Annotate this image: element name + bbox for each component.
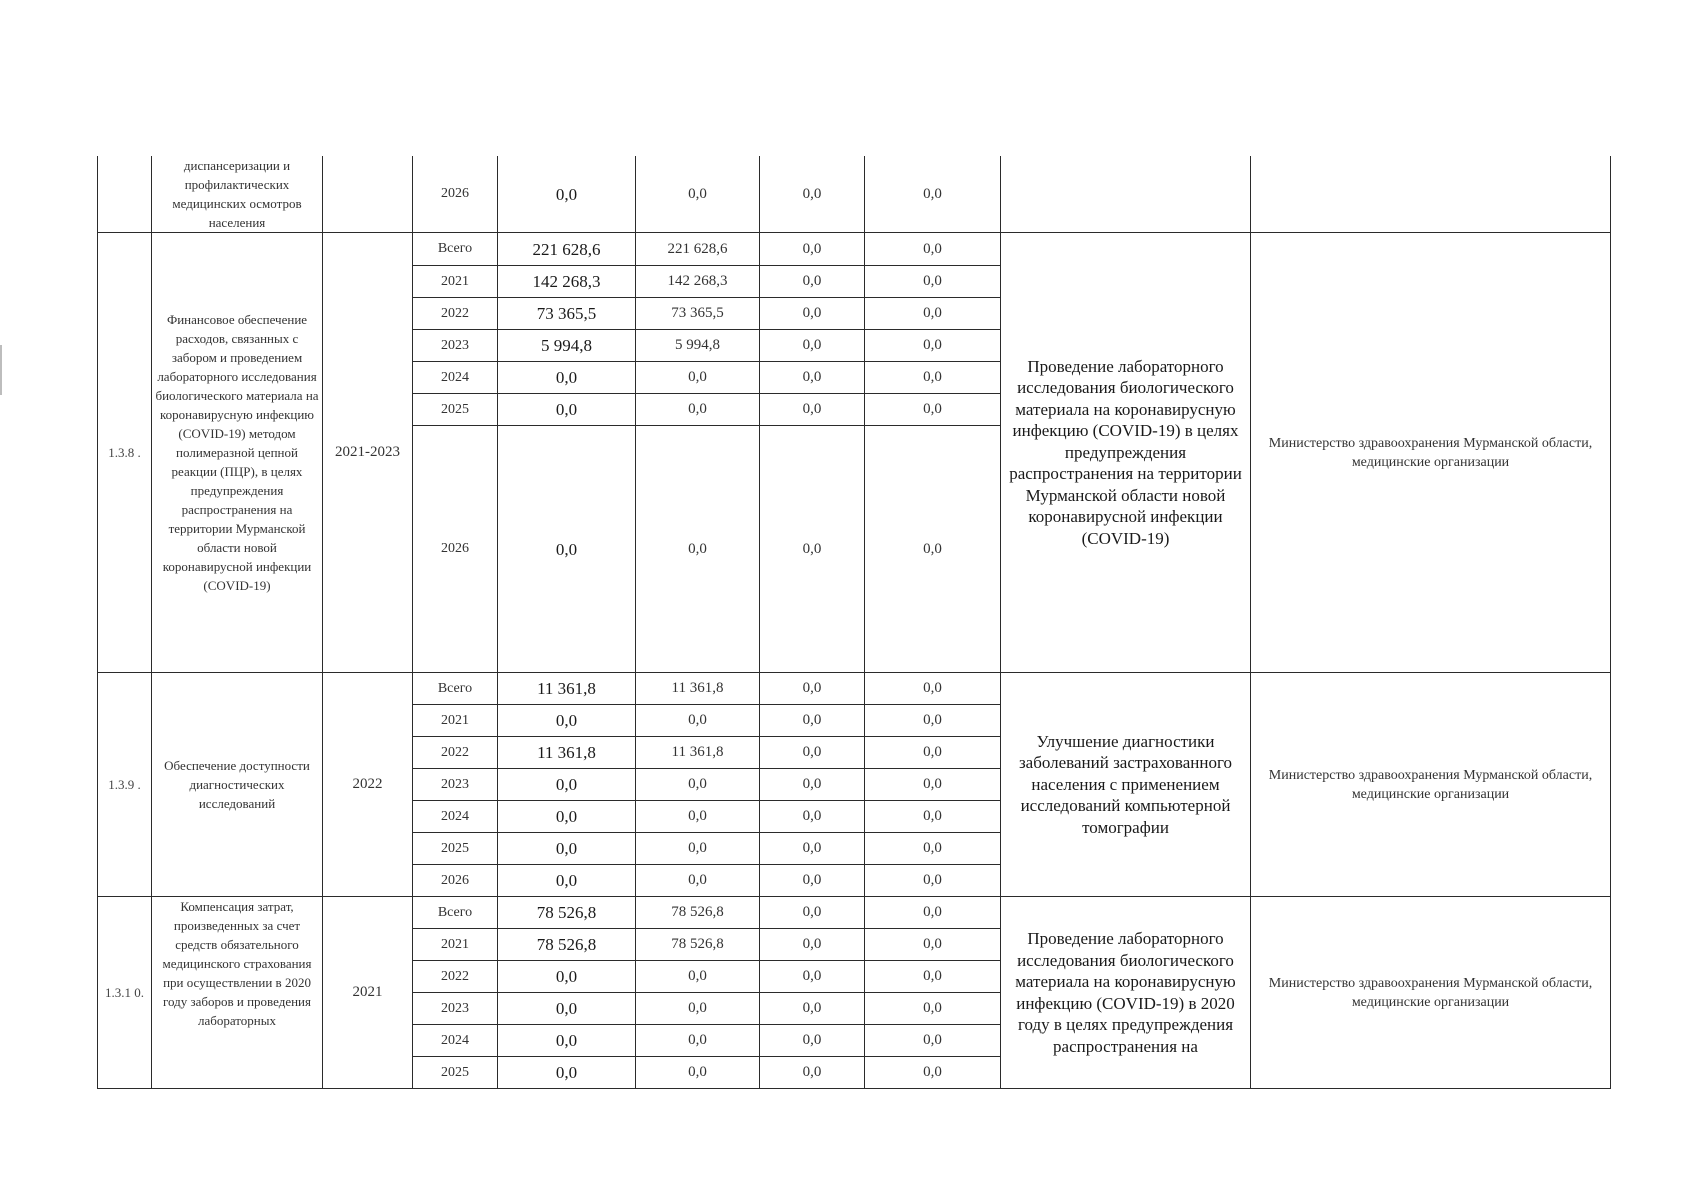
cell-year: 2026: [413, 156, 498, 233]
cell-total-amount: 5 994,8: [498, 330, 636, 362]
cell-expected-result: Проведение лабораторного исследования биологического материала на коронавирусную инфекцию (COVID-19) в 2020 году в целях предупреждения распространения на: [1001, 897, 1251, 1089]
cell-amount-source-1: 0,0: [636, 1025, 760, 1057]
cell-amount-source-3: 0,0: [865, 233, 1001, 266]
cell-amount-source-3: 0,0: [865, 737, 1001, 769]
cell-expected-result: [1001, 156, 1251, 233]
cell-total-amount: 0,0: [498, 362, 636, 394]
cell-year: 2025: [413, 1057, 498, 1089]
cell-amount-source-2: 0,0: [760, 705, 865, 737]
cell-total-amount: 78 526,8: [498, 897, 636, 929]
cell-amount-source-3: 0,0: [865, 769, 1001, 801]
cell-activity-name: Компенсация затрат, произведенных за счет средств обязательного медицинского страхования при осуществлении в 2020 году заборов и проведения лабораторных: [152, 897, 323, 1089]
cell-executor: [1251, 156, 1611, 233]
cell-total-amount: 0,0: [498, 705, 636, 737]
cell-year: 2026: [413, 865, 498, 897]
cell-amount-source-3: 0,0: [865, 156, 1001, 233]
cell-period: 2021-2023: [323, 233, 413, 673]
cell-amount-source-1: 0,0: [636, 426, 760, 673]
cell-total-amount: 0,0: [498, 1057, 636, 1089]
cell-amount-source-2: 0,0: [760, 993, 865, 1025]
table-row: [98, 233, 1611, 266]
cell-total-amount: 0,0: [498, 156, 636, 233]
cell-year: 2021: [413, 929, 498, 961]
cell-amount-source-3: 0,0: [865, 1025, 1001, 1057]
cell-total-amount: 0,0: [498, 769, 636, 801]
cell-amount-source-2: 0,0: [760, 929, 865, 961]
cell-amount-source-1: 0,0: [636, 993, 760, 1025]
cell-amount-source-2: 0,0: [760, 673, 865, 705]
cell-executor: Министерство здравоохранения Мурманской области, медицинские организации: [1251, 673, 1611, 897]
cell-amount-source-1: 0,0: [636, 865, 760, 897]
cell-amount-source-3: 0,0: [865, 266, 1001, 298]
cell-number: 1.3.9 .: [98, 673, 152, 897]
program-activities-table: [97, 156, 1611, 1089]
cell-amount-source-1: 0,0: [636, 769, 760, 801]
cell-amount-source-3: 0,0: [865, 426, 1001, 673]
table-row-top-fragment: [98, 156, 1611, 233]
cell-amount-source-3: 0,0: [865, 865, 1001, 897]
cell-amount-source-3: 0,0: [865, 929, 1001, 961]
cell-amount-source-2: 0,0: [760, 330, 865, 362]
cell-number: [98, 156, 152, 233]
cell-executor: Министерство здравоохранения Мурманской области, медицинские организации: [1251, 897, 1611, 1089]
cell-amount-source-1: 0,0: [636, 156, 760, 233]
cell-amount-source-1: 11 361,8: [636, 737, 760, 769]
cell-amount-source-3: 0,0: [865, 298, 1001, 330]
cell-total-amount: 142 268,3: [498, 266, 636, 298]
cell-total-amount: 0,0: [498, 993, 636, 1025]
cell-year: 2026: [413, 426, 498, 673]
cell-amount-source-3: 0,0: [865, 362, 1001, 394]
cell-amount-source-1: 221 628,6: [636, 233, 760, 266]
table-row: [98, 673, 1611, 705]
cell-amount-source-2: 0,0: [760, 233, 865, 266]
cell-year: Всего: [413, 897, 498, 929]
cell-amount-source-1: 73 365,5: [636, 298, 760, 330]
cell-year: 2021: [413, 266, 498, 298]
cell-amount-source-1: 5 994,8: [636, 330, 760, 362]
cell-year: 2023: [413, 769, 498, 801]
cell-amount-source-3: 0,0: [865, 394, 1001, 426]
cell-year: 2024: [413, 1025, 498, 1057]
cell-activity-name: Обеспечение доступности диагностических исследований: [152, 673, 323, 897]
cell-total-amount: 0,0: [498, 961, 636, 993]
cell-expected-result: Проведение лабораторного исследования биологического материала на коронавирусную инфекцию (COVID-19) в целях предупреждения распространения на территории Мурманской области новой коронавирусной инфекции (COVID-19): [1001, 233, 1251, 673]
cell-year: 2024: [413, 362, 498, 394]
cell-total-amount: 0,0: [498, 801, 636, 833]
scan-edge-mark: [0, 345, 2, 395]
cell-number: 1.3.8 .: [98, 233, 152, 673]
cell-period: 2021: [323, 897, 413, 1089]
cell-total-amount: 78 526,8: [498, 929, 636, 961]
cell-year: 2024: [413, 801, 498, 833]
cell-period: [323, 156, 413, 233]
cell-year: 2022: [413, 298, 498, 330]
cell-total-amount: 0,0: [498, 833, 636, 865]
cell-amount-source-1: 0,0: [636, 801, 760, 833]
cell-amount-source-2: 0,0: [760, 298, 865, 330]
cell-amount-source-1: 78 526,8: [636, 897, 760, 929]
cell-expected-result: Улучшение диагностики заболеваний застрахованного населения с применением исследований компьютерной томографии: [1001, 673, 1251, 897]
cell-activity-name: Финансовое обеспечение расходов, связанных с забором и проведением лабораторного исследования биологического материала на коронавирусную инфекцию (COVID-19) методом полимеразной цепной реакции (ПЦР), в целях предупреждения распространения на территории Мурманской области новой коронавирусной инфекции (COVID-19): [152, 233, 323, 673]
cell-total-amount: 0,0: [498, 426, 636, 673]
cell-year: Всего: [413, 673, 498, 705]
cell-total-amount: 11 361,8: [498, 673, 636, 705]
cell-amount-source-2: 0,0: [760, 833, 865, 865]
cell-number: 1.3.1 0.: [98, 897, 152, 1089]
cell-amount-source-3: 0,0: [865, 993, 1001, 1025]
cell-amount-source-1: 0,0: [636, 833, 760, 865]
cell-amount-source-1: 142 268,3: [636, 266, 760, 298]
cell-amount-source-3: 0,0: [865, 961, 1001, 993]
cell-amount-source-2: 0,0: [760, 362, 865, 394]
cell-amount-source-2: 0,0: [760, 266, 865, 298]
cell-amount-source-1: 0,0: [636, 1057, 760, 1089]
cell-year: Всего: [413, 233, 498, 266]
cell-year: 2023: [413, 993, 498, 1025]
cell-year: 2022: [413, 737, 498, 769]
cell-total-amount: 11 361,8: [498, 737, 636, 769]
cell-amount-source-2: 0,0: [760, 897, 865, 929]
cell-amount-source-3: 0,0: [865, 1057, 1001, 1089]
cell-amount-source-1: 0,0: [636, 961, 760, 993]
cell-amount-source-2: 0,0: [760, 1025, 865, 1057]
cell-amount-source-1: 0,0: [636, 705, 760, 737]
cell-amount-source-2: 0,0: [760, 865, 865, 897]
cell-executor: Министерство здравоохранения Мурманской области, медицинские организации: [1251, 233, 1611, 673]
cell-amount-source-3: 0,0: [865, 833, 1001, 865]
cell-amount-source-2: 0,0: [760, 156, 865, 233]
cell-amount-source-2: 0,0: [760, 769, 865, 801]
cell-year: 2023: [413, 330, 498, 362]
cell-total-amount: 73 365,5: [498, 298, 636, 330]
cell-amount-source-2: 0,0: [760, 426, 865, 673]
cell-amount-source-1: 0,0: [636, 362, 760, 394]
cell-amount-source-3: 0,0: [865, 705, 1001, 737]
cell-total-amount: 221 628,6: [498, 233, 636, 266]
cell-year: 2025: [413, 394, 498, 426]
cell-total-amount: 0,0: [498, 865, 636, 897]
cell-amount-source-2: 0,0: [760, 961, 865, 993]
cell-amount-source-1: 78 526,8: [636, 929, 760, 961]
cell-amount-source-3: 0,0: [865, 897, 1001, 929]
cell-year: 2025: [413, 833, 498, 865]
cell-amount-source-2: 0,0: [760, 394, 865, 426]
cell-amount-source-2: 0,0: [760, 801, 865, 833]
cell-year: 2021: [413, 705, 498, 737]
cell-amount-source-3: 0,0: [865, 673, 1001, 705]
cell-total-amount: 0,0: [498, 1025, 636, 1057]
cell-amount-source-1: 11 361,8: [636, 673, 760, 705]
cell-amount-source-3: 0,0: [865, 330, 1001, 362]
cell-activity-name: диспансеризации и профилактических медицинских осмотров населения: [152, 156, 323, 233]
cell-amount-source-3: 0,0: [865, 801, 1001, 833]
cell-amount-source-1: 0,0: [636, 394, 760, 426]
table-body: [98, 156, 1611, 1089]
cell-total-amount: 0,0: [498, 394, 636, 426]
cell-amount-source-2: 0,0: [760, 1057, 865, 1089]
cell-period: 2022: [323, 673, 413, 897]
cell-amount-source-2: 0,0: [760, 737, 865, 769]
cell-year: 2022: [413, 961, 498, 993]
table-row: [98, 897, 1611, 929]
